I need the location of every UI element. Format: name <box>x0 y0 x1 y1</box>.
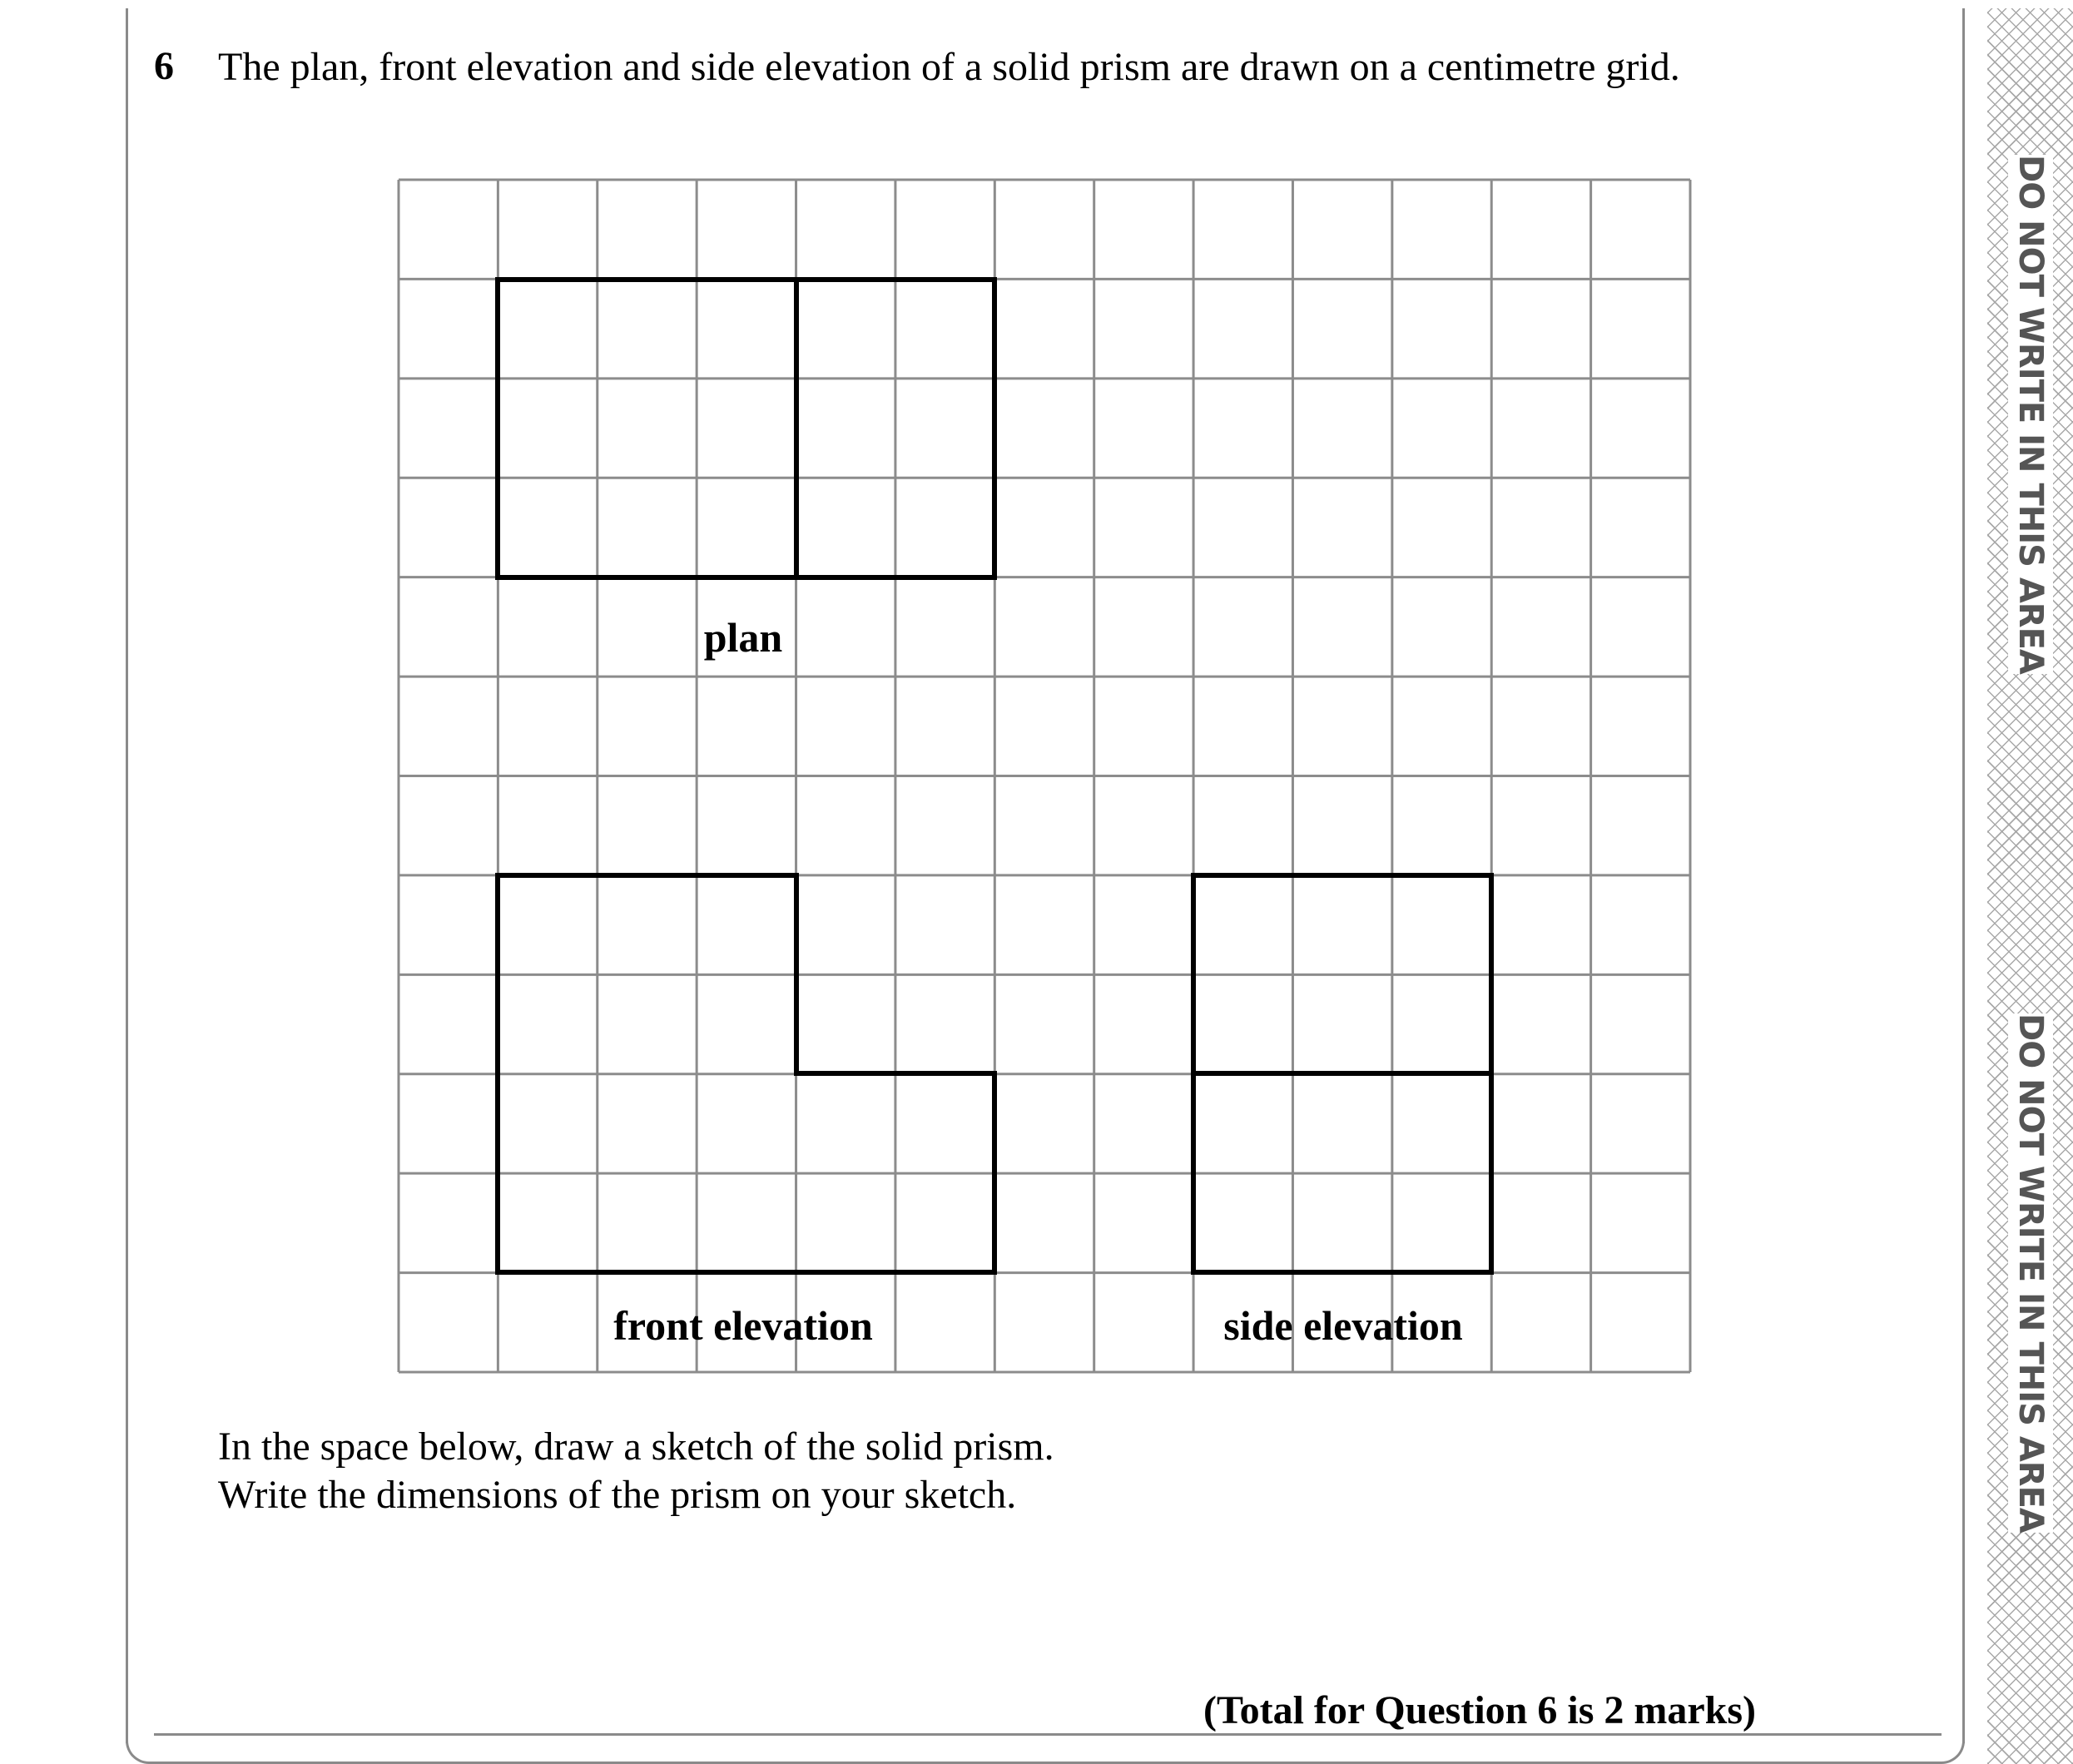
instruction-line: In the space below, draw a sketch of the solid prism. <box>218 1425 1054 1469</box>
instruction-line: Write the dimensions of the prism on your sketch. <box>218 1473 1017 1517</box>
side-elevation-label: side elevation <box>1223 1302 1463 1349</box>
margin-warning-bottom: DO NOT WRITE IN THIS AREA <box>2008 1013 2053 1533</box>
plan-label: plan <box>703 614 783 661</box>
question-text: The plan, front elevation and side elevation of a solid prism are drawn on a centimetre grid. <box>218 45 1680 89</box>
question-number: 6 <box>154 44 174 88</box>
margin-warning-top: DO NOT WRITE IN THIS AREA <box>2008 155 2053 674</box>
instructions <box>218 1423 1550 1519</box>
grid-lines <box>399 180 1690 1372</box>
total-marks: (Total for Question 6 is 2 marks) <box>1203 1688 1757 1732</box>
plan-drawing <box>498 280 994 577</box>
front-elevation-label: front elevation <box>613 1302 873 1349</box>
side-elevation-drawing <box>1193 875 1491 1272</box>
